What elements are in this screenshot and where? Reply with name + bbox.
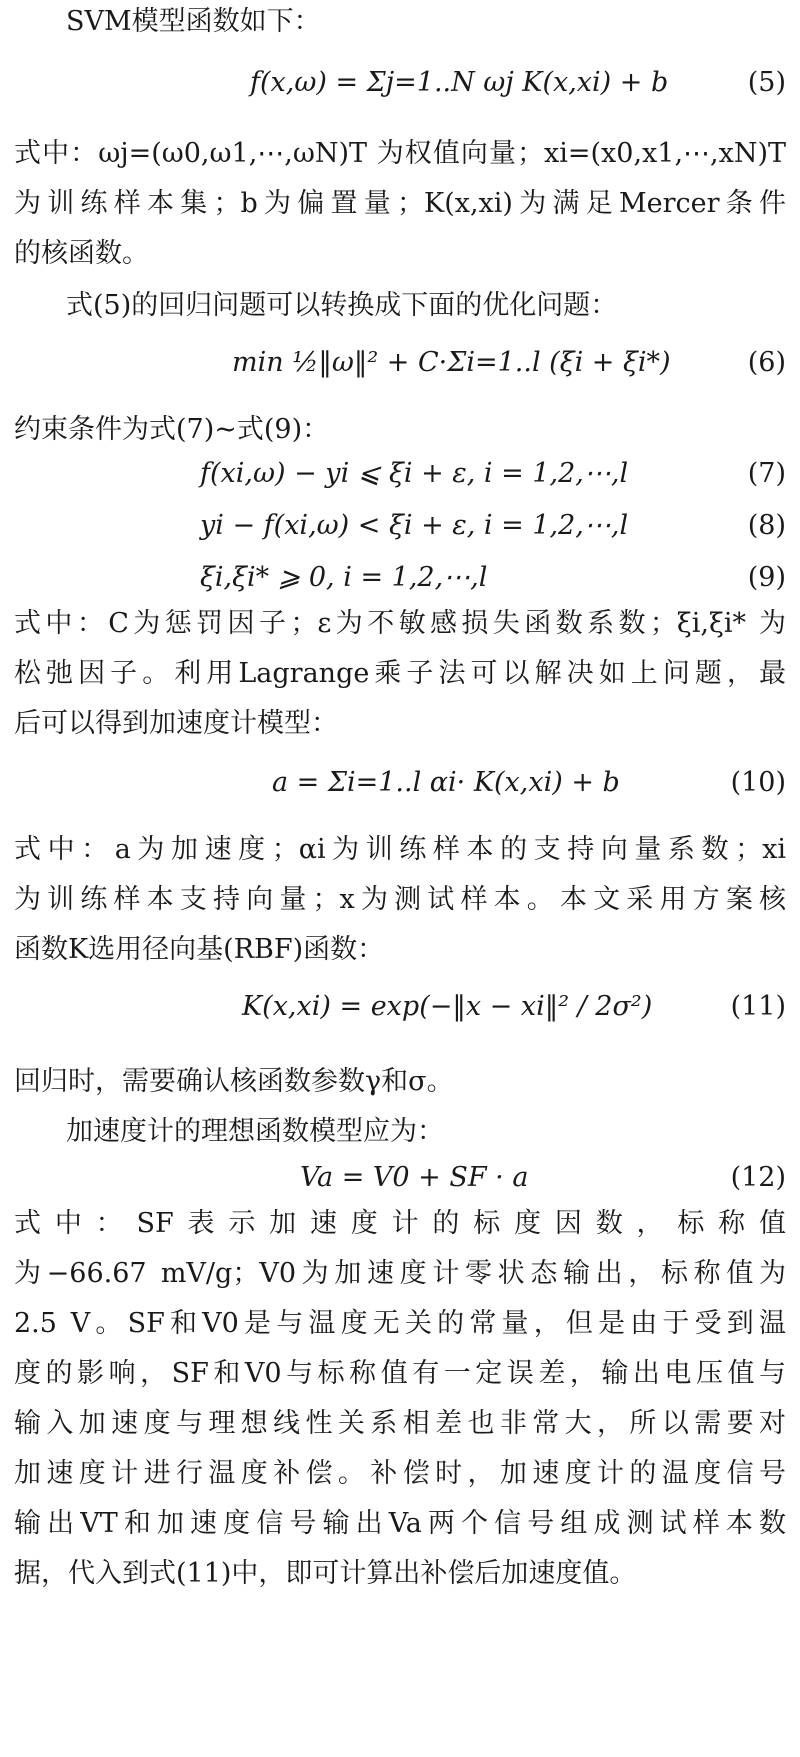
equation-10 (0, 738, 800, 828)
paragraph-constraints: 约束条件为式(7)~式(9)： (14, 414, 330, 445)
paragraph-rbf: 函数K选用径向基(RBF)函数： (14, 934, 385, 965)
paragraph-svm-intro: SVM模型函数如下： (66, 6, 321, 37)
equation-12 (0, 1148, 800, 1208)
equation-8 (0, 496, 800, 556)
paragraph-lagrange: 松弛因子。利用Lagrange乘子法可以解决如上问题，最 (14, 658, 786, 689)
paragraph-compensation: 加速度计进行温度补偿。补偿时，加速度计的温度信号 (14, 1458, 786, 1489)
equation-12-number: (12) (730, 1162, 786, 1193)
equation-5-body: f(x,ω) = Σj=1..N ωj K(x,xi) + b (250, 67, 669, 98)
equation-9-number: (9) (747, 562, 786, 593)
paragraph-temperature-effect: 度的影响，SF和V0与标称值有一定误差，输出电压值与 (14, 1358, 786, 1389)
equation-10-number: (10) (730, 767, 786, 798)
paragraph-constants: 2.5 V。SF和V0是与温度无关的常量，但是由于受到温 (14, 1308, 786, 1339)
equation-11-number: (11) (730, 991, 786, 1022)
paragraph-kernel-params: 回归时，需要确认核函数参数γ和σ。 (14, 1066, 454, 1097)
paragraph-kernel-fn: 的核函数。 (14, 238, 149, 269)
paragraph-ideal-model: 加速度计的理想函数模型应为： (66, 1116, 444, 1147)
paragraph-training-set: 为训练样本集；b为偏置量；K(x,xi)为满足Mercer条件 (14, 188, 786, 219)
equation-9 (0, 548, 800, 608)
paragraph-accel-def: 式中：a为加速度；αi为训练样本的支持向量系数；xi (14, 834, 786, 865)
equation-6-number: (6) (747, 347, 786, 378)
paragraph-weight-vector: 式中：ωj=(ω0,ω1,⋯,ωN)T 为权值向量；xi=(x0,x1,⋯,xN)T (14, 138, 786, 169)
paragraph-signals: 输出VT和加速度信号输出Va两个信号组成测试样本数 (14, 1508, 786, 1539)
equation-11-body: K(x,xi) = exp(−‖x − xi‖² / 2σ²) (242, 991, 653, 1022)
equation-5 (0, 38, 800, 128)
equation-7 (0, 444, 800, 504)
equation-9-body: ξi,ξi* ⩾ 0, i = 1,2,⋯,l (200, 562, 488, 593)
paragraph-nominal-value: 为−66.67 mV/g；V0为加速度计零状态输出，标称值为 (14, 1258, 786, 1289)
paragraph-scale-factor: 式中：SF表示加速度计的标度因数，标称值 (14, 1208, 786, 1239)
paragraph-optimization: 式(5)的回归问题可以转换成下面的优化问题： (66, 290, 618, 321)
paragraph-support-vector: 为训练样本支持向量；x为测试样本。本文采用方案核 (14, 884, 786, 915)
paragraph-accel-model: 后可以得到加速度计模型： (14, 708, 338, 739)
equation-7-number: (7) (747, 458, 786, 489)
equation-6-body: min ½‖ω‖² + C·Σi=1..l (ξi + ξi*) (232, 347, 671, 378)
equation-8-number: (8) (747, 510, 786, 541)
equation-7-body: f(xi,ω) − yi ⩽ ξi + ε, i = 1,2,⋯,l (200, 458, 629, 489)
paragraph-linear-relation: 输入加速度与理想线性关系相差也非常大，所以需要对 (14, 1408, 786, 1439)
equation-12-body: Va = V0 + SF · a (300, 1162, 529, 1193)
equation-10-body: a = Σi=1..l αi· K(x,xi) + b (272, 767, 620, 798)
equation-8-body: yi − f(xi,ω) < ξi + ε, i = 1,2,⋯,l (200, 510, 629, 541)
paragraph-penalty: 式中：C为惩罚因子；ε为不敏感损失函数系数；ξi,ξi* 为 (14, 608, 786, 639)
paragraph-conclusion: 据，代入到式(11)中，即可计算出补偿后加速度值。 (14, 1558, 637, 1589)
equation-11 (0, 962, 800, 1052)
equation-6 (0, 318, 800, 408)
equation-5-number: (5) (747, 67, 786, 98)
